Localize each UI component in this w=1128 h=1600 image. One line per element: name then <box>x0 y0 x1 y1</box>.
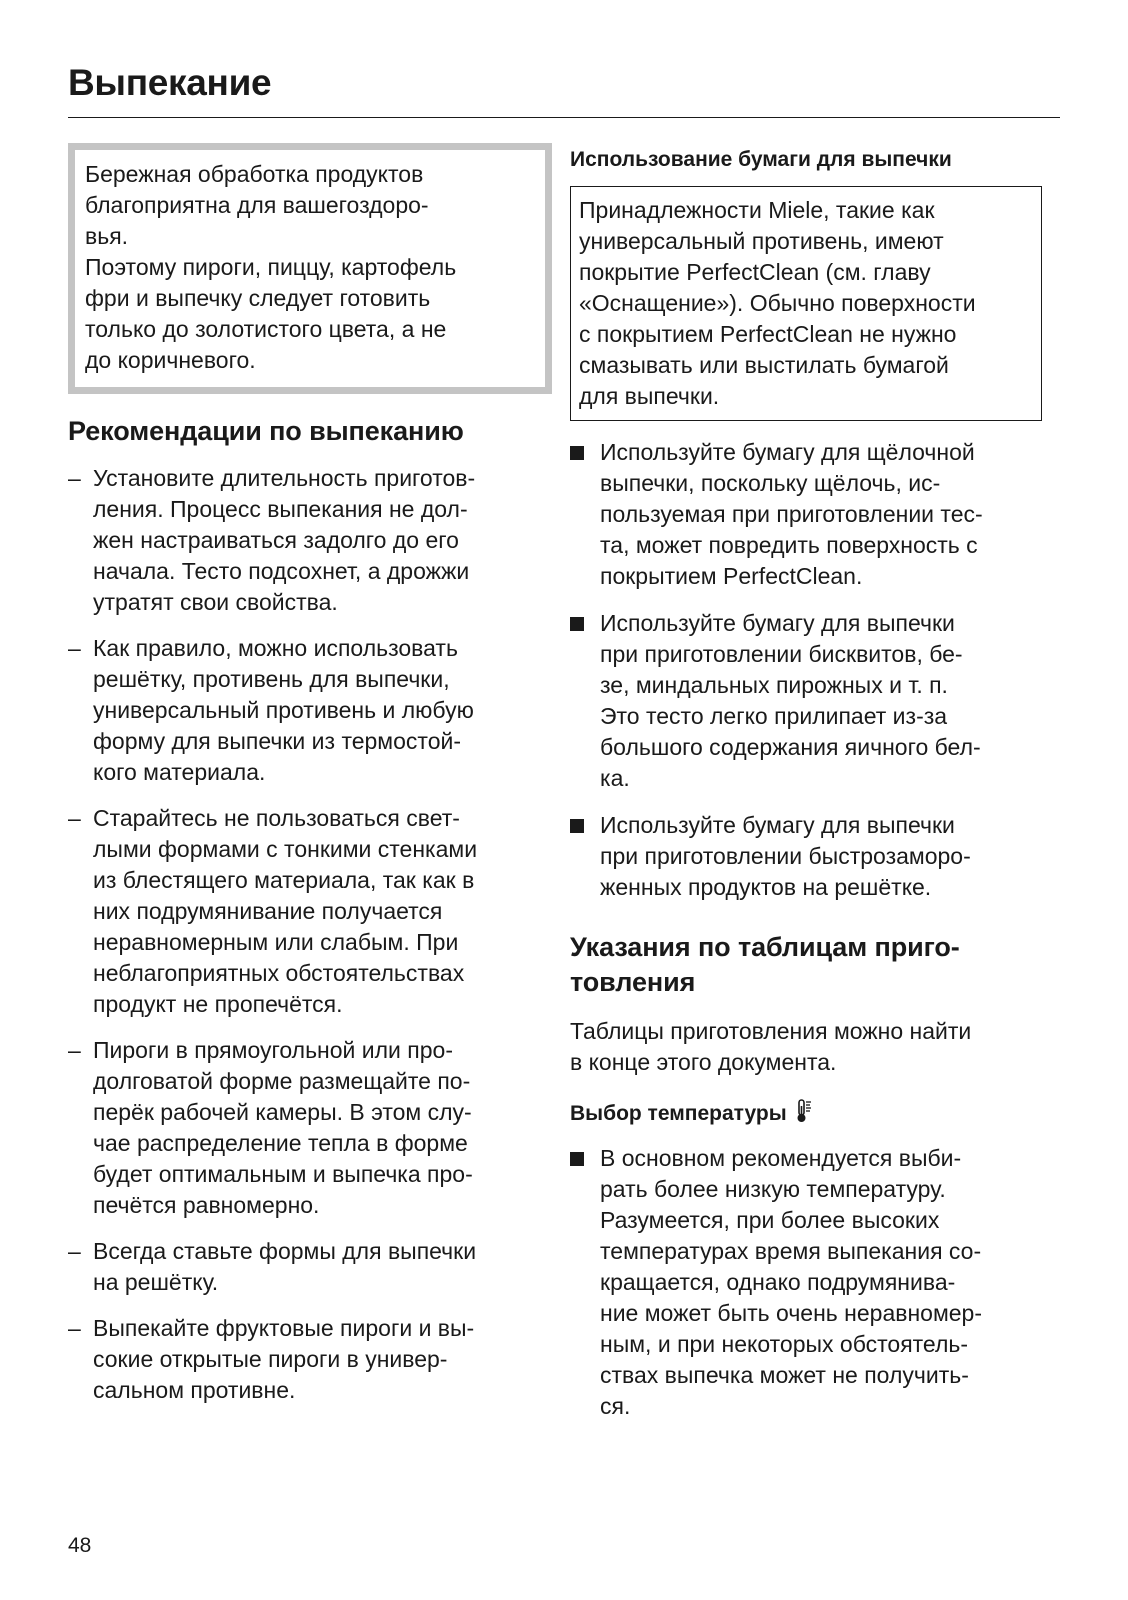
baking-paper-heading: Использование бумаги для выпечки <box>570 148 952 171</box>
square-bullet <box>570 446 584 460</box>
perfectclean-note-text: Принадлежности Miele, такие как универсальный противень, имеют покрытие PerfectClean (см. главу «Оснащение»). Обычно поверхности с покрытием PerfectClean не нужно смазывать или выстилать бумагой для выпечки. <box>579 197 976 409</box>
list-item: – Пироги в прямоугольной или про- долговатой форме размещайте по- перёк рабочей камеры. В этом слу- чае распределение тепла в форме будет оптимальным и выпечка про- печётся равномерно. <box>68 1037 473 1218</box>
list-item: – Установите длительность приготов- ления. Процесс выпекания не дол- жен настраиваться задолго до его начала. Тесто подсохнет, а дрожжи утратят свои свойства. <box>68 465 476 615</box>
dash-marker: – <box>68 805 81 831</box>
square-bullet <box>570 1152 584 1166</box>
list-item: Используйте бумагу для выпечки при приготовлении быстрозаморо- женных продуктов на решётке. <box>570 810 1052 903</box>
thermometer-icon <box>796 1099 812 1123</box>
temperature-list <box>570 1143 1052 1438</box>
health-note-box <box>68 143 552 394</box>
list-item: В основном рекомендуется выби- рать более низкую температуру. Разумеется, при более высоких температурах время выпекания со- кращается, однако подрумянива- ние может быть очень неравномер- ным, и при некоторых обстоятель- ствах выпечка может не получить- ся. <box>570 1143 1052 1422</box>
tables-heading: Указания по таблицам приго- товления <box>570 932 960 997</box>
list-item: – Старайтесь не пользоваться свет- лыми формами с тонкими стенками из блестящего материала, так как в них подрумянивание получается неравномерным или слабым. При неблагоприятных обстоятельствах продукт не пропечётся. <box>68 805 478 1017</box>
tables-text: Таблицы приготовления можно найти в конце этого документа. <box>570 1018 972 1075</box>
list-item: – Как правило, можно использовать решётку, противень для выпечки, универсальный противень и любую форму для выпечки из термостой- кого материала. <box>68 635 474 785</box>
square-bullet <box>570 819 584 833</box>
dash-marker: – <box>68 1037 81 1063</box>
square-bullet <box>570 617 584 631</box>
list-item: Используйте бумагу для щёлочной выпечки, поскольку щёлочь, ис- пользуемая при приготовлении тес- та, может повредить поверхность с покрытием PerfectClean. <box>570 437 1052 592</box>
dash-marker: – <box>68 1238 81 1264</box>
page-title: Выпекание <box>68 62 272 103</box>
dash-marker: – <box>68 635 81 661</box>
list-item: Используйте бумагу для выпечки при приготовлении бисквитов, бе- зе, миндальных пирожных и т. п. Это тесто легко прилипает из-за большого содержания яичного бел- ка. <box>570 608 1052 794</box>
title-divider <box>68 117 1060 118</box>
list-item: – Всегда ставьте формы для выпечки на решётку. <box>68 1238 477 1295</box>
baking-paper-list <box>570 437 1052 919</box>
perfectclean-note-box <box>570 186 1042 421</box>
page-number: 48 <box>68 1534 92 1557</box>
list-item: – Выпекайте фруктовые пироги и вы- сокие открытые пироги в универ- сальном противне. <box>68 1315 475 1403</box>
recommendations-heading: Рекомендации по выпеканию <box>68 416 464 446</box>
temperature-heading: Выбор температуры <box>570 1099 812 1128</box>
dash-marker: – <box>68 1315 81 1341</box>
dash-marker: – <box>68 465 81 491</box>
recommendations-list <box>68 463 552 1421</box>
health-note-text: Бережная обработка продуктов благоприятна для вашегоздоро- вья. Поэтому пироги, пиццу, картофель фри и выпечку следует готовить только до золотистого цвета, а не до коричневого. <box>85 161 457 373</box>
